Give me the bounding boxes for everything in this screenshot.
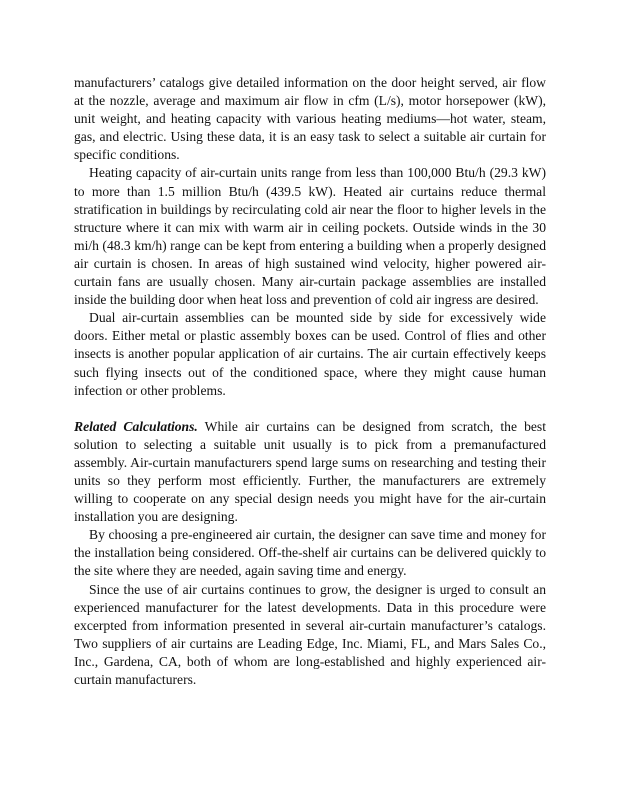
related-calculations-heading: Related Calculations. — [74, 418, 198, 434]
paragraph-suppliers: Since the use of air curtains continues to grow, the designer is urged to consult an experienced manufacturer for the latest developments. Data in this procedure were excerpted from information presented in several air-curtain manufacturer’s catalogs. Two suppliers of air curtains are Leading Edge, Inc. Miami, FL, and Mars Sales Co., Inc., Gardena, CA, both of whom are long-established and highly experienced air-curtain manufacturers. — [74, 581, 546, 687]
document-page — [74, 74, 546, 689]
paragraph-related-calculations — [74, 418, 546, 527]
paragraph-dual-assemblies: Dual air-curtain assemblies can be mounted side by side for excessively wide doors. Either metal or plastic assembly boxes can be used. Control of flies and other insects is another popular application of air curtains. The air curtain effectively keeps such flying insects out of the conditioned space, where they might cause human infection or other problems. — [74, 310, 546, 398]
related-calculations-lead: While air curtains can be designed from scratch, the best solution to selecting a suitable unit usually is to pick from a premanufactured assembly. Air-curtain manufacturers spend large sums on researching and testing their units so they perform most efficiently. Further, the manufacturers are extremely willing to cooperate on any special design needs you might have for the air-curtain installation you are designing. — [74, 418, 546, 525]
paragraph-pre-engineered: By choosing a pre-engineered air curtain, the designer can save time and money for the installation being considered. Off-the-shelf air curtains can be delivered quickly to the site where they are needed, again saving time and energy. — [74, 527, 546, 579]
paragraph-heating-capacity: Heating capacity of air-curtain units range from less than 100,000 Btu/h (29.3 kW) to more than 1.5 million Btu/h (439.5 kW). Heated air curtains reduce thermal stratification in buildings by recirculating cold air near the floor to higher levels in the structure where it can mix with warm air in ceiling pockets. Outside winds in the 30 mi/h (48.3 km/h) range can be kept from entering a building when a properly designed air curtain is chosen. In areas of high sustained wind velocity, higher powered air-curtain fans are usually chosen. Many air-curtain package assemblies are installed inside the building door when heat loss and prevention of cold air ingress are desired. — [74, 165, 546, 308]
paragraph-catalog-info: manufacturers’ catalogs give detailed information on the door height served, air flow at the nozzle, average and maximum air flow in cfm (L/s), motor horsepower (kW), unit weight, and heating capacity with various heating mediums—hot water, steam, gas, and electric. Using these data, it is an easy task to select a suitable air curtain for specific conditions. — [74, 75, 546, 163]
